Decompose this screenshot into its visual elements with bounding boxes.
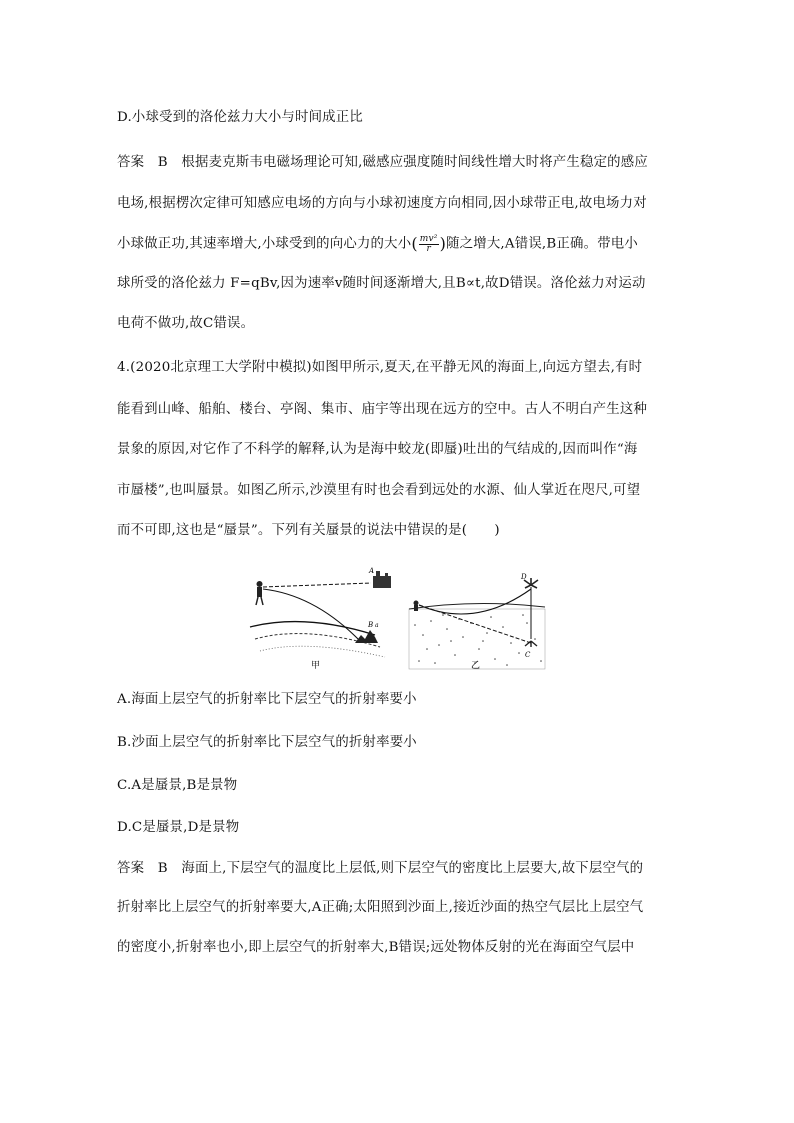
mirage-image-a: [373, 571, 391, 588]
question-4-line-1: 4.(2020北京理工大学附中模拟)如图甲所示,夏天,在平静无风的海面上,向远方望去,有时: [117, 360, 643, 375]
question-4-line-2: 能看到山峰、船舶、楼台、亭阁、集市、庙宇等出现在远方的空中。古人不明白产生这种: [117, 402, 648, 417]
option-c: C.A是蜃景,B是景物: [117, 778, 238, 793]
answer-q3-line-1: 答案 B 根据麦克斯韦电磁场理论可知,磁感应强度随时间线性增大时将产生稳定的感应: [117, 155, 648, 170]
label-d: D: [521, 573, 527, 581]
fraction-numerator: mv²: [419, 233, 438, 244]
answer-q3-line-4: 球所受的洛伦兹力 F=qBv,因为速率v随时间逐渐增大,且B∝t,故D错误。洛伦兹力对运动: [117, 276, 646, 291]
answer-q3-line-5: 电荷不做功,故C错误。: [117, 316, 255, 331]
observer-figure: [256, 581, 263, 605]
fraction-denominator: r: [426, 243, 431, 254]
answer-q3-line-3-start: 小球做正功,其速率增大,小球受到的向心力的大小: [117, 236, 412, 252]
paren-right: ): [439, 234, 447, 253]
label-c: C: [525, 651, 531, 659]
caption-jia: 甲: [311, 661, 321, 671]
label-small-a: a: [375, 622, 379, 629]
paren-left: (: [411, 234, 418, 253]
answer-q4-line-3: 的密度小,折射率也小,即上层空气的折射率大,B错误;远处物体反射的光在海面空气层中: [117, 940, 635, 955]
sand-surface: [409, 603, 545, 609]
sight-line: [263, 583, 371, 587]
sea-curve-3: [260, 646, 385, 657]
mirage-figure: [245, 565, 549, 677]
question-4-line-3: 景象的原因,对它作了不科学的解释,认为是海中蛟龙(即蜃)吐出的气结成的,因而叫作“海: [117, 442, 638, 457]
centripetal-fraction: [419, 235, 439, 254]
sand-area: [409, 609, 545, 669]
label-b: B: [368, 621, 374, 629]
caption-yi: 乙: [471, 661, 481, 671]
ray-curve: [263, 589, 360, 641]
question-4-line-5: 而不可即,这也是“蜃景”。下列有关蜃景的说法中错误的是( ): [117, 523, 500, 538]
option-d: D.C是蜃景,D是景物: [117, 820, 240, 835]
answer-q3-line-3: [117, 234, 687, 255]
answer-q4-line-1: 答案 B 海面上,下层空气的温度比上层低,则下层空气的密度比上层要大,故下层空气的: [117, 861, 644, 876]
answer-q4-line-2: 折射率比上层空气的折射率要大,A正确;太阳照到沙面上,接近沙面的热空气层比上层空气: [117, 900, 644, 915]
option-b: B.沙面上层空气的折射率比下层空气的折射率要小: [117, 735, 417, 750]
sea-curve-1: [250, 622, 375, 635]
option-a: A.海面上层空气的折射率比下层空气的折射率要小: [117, 692, 417, 707]
answer-q3-line-3-end: 随之增大,A错误,B正确。带电小: [446, 236, 638, 252]
figure-yi: [409, 573, 545, 671]
question-4-line-4: 市蜃楼”,也叫蜃景。如图乙所示,沙漠里有时也会看到远处的水源、仙人掌近在咫尺,可望: [117, 483, 641, 498]
answer-q3-line-2: 电场,根据楞次定律可知感应电场的方向与小球初速度方向相同,因小球带正电,故电场力对: [117, 196, 647, 211]
option-d-q3: D.小球受到的洛伦兹力大小与时间成正比: [117, 110, 363, 125]
figure-jia: [250, 567, 391, 671]
observer-figure-2: [414, 601, 419, 612]
label-a: A: [369, 567, 375, 575]
